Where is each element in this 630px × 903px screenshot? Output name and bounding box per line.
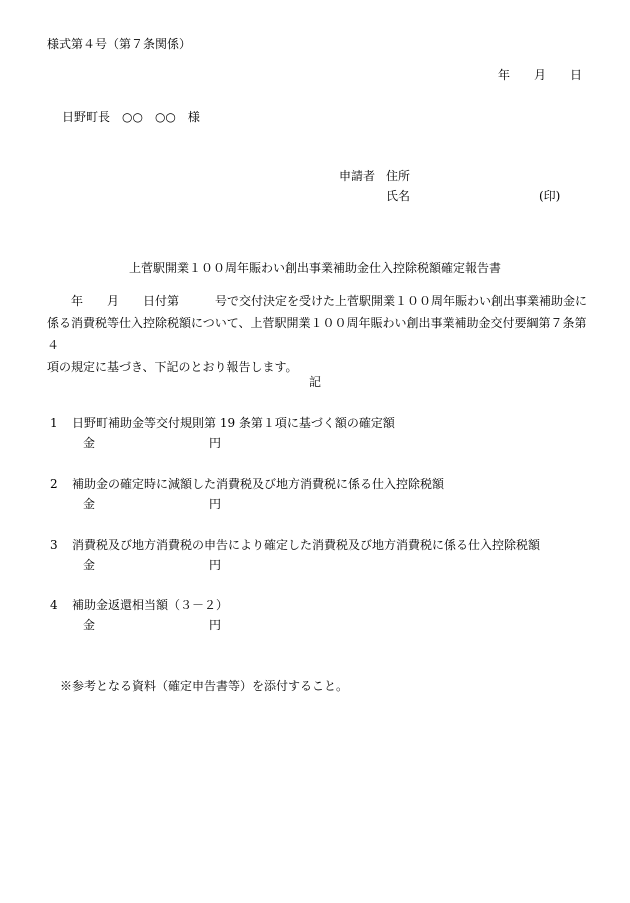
- item-yen: 円: [209, 618, 222, 632]
- ki-heading: 記: [308, 375, 321, 389]
- item-kin: 金: [83, 558, 96, 572]
- form-number: 様式第４号（第７条関係）: [47, 37, 192, 51]
- item-text: 日野町補助金等交付規則第 19 条第１項に基づく額の確定額: [72, 416, 395, 430]
- addressee: 日野町長 ○○ ○○ 様: [62, 110, 200, 124]
- item-number: 3: [50, 538, 58, 552]
- item-number: 1: [50, 416, 58, 430]
- item-text: 消費税及び地方消費税の申告により確定した消費税及び地方消費税に係る仕入控除税額: [72, 538, 541, 552]
- item-yen: 円: [209, 558, 222, 572]
- applicant-label: 申請者: [339, 169, 376, 183]
- item-kin: 金: [83, 618, 96, 632]
- date-line: 年 月 日: [497, 68, 582, 82]
- seal-mark: (印): [539, 189, 561, 203]
- attachment-note: ※参考となる資料（確定申告書等）を添付すること。: [60, 679, 349, 693]
- name-label: 氏名: [386, 189, 411, 203]
- body-line-3: 項の規定に基づき、下記のとおり報告します。: [47, 360, 298, 374]
- item-text: 補助金返還相当額（３－２）: [72, 598, 229, 612]
- item-kin: 金: [83, 497, 96, 511]
- address-label: 住所: [386, 169, 411, 183]
- body-line-2: 係る消費税等仕入控除税額について、上菅駅開業１００周年賑わい創出事業補助金交付要綱第７条第４: [47, 316, 587, 352]
- item-number: 2: [50, 477, 58, 491]
- item-kin: 金: [83, 436, 96, 450]
- body-paragraph: [47, 290, 587, 378]
- item-number: 4: [50, 598, 58, 612]
- item-yen: 円: [209, 497, 222, 511]
- item-text: 補助金の確定時に減額した消費税及び地方消費税に係る仕入控除税額: [72, 477, 445, 491]
- document-title: 上菅駅開業１００周年賑わい創出事業補助金仕入控除税額確定報告書: [128, 261, 501, 275]
- body-line-1: 年 月 日付第 号で交付決定を受けた上菅駅開業１００周年賑わい創出事業補助金に: [47, 294, 588, 308]
- item-yen: 円: [209, 436, 222, 450]
